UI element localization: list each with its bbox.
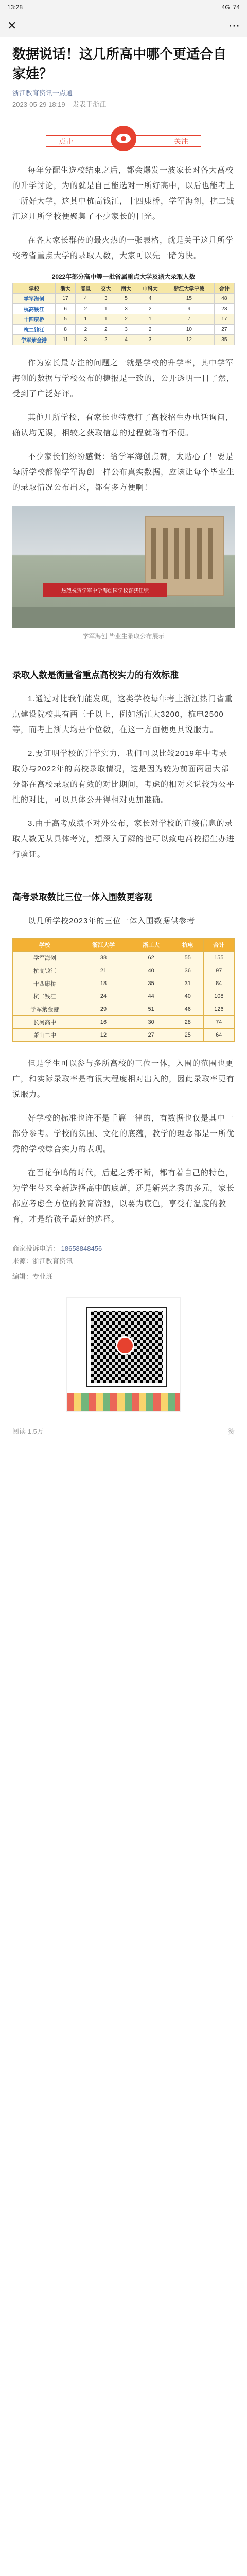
table-row: [13, 294, 235, 304]
table-cell: 杭二钱江: [13, 325, 56, 335]
table-cell: 35: [214, 335, 234, 345]
like-button[interactable]: 赞: [227, 1428, 235, 1435]
table-cell: 3: [76, 335, 96, 345]
table-cell: 十四康桥: [13, 314, 56, 325]
table-header: 浙江大学宁波: [164, 283, 215, 294]
table-cell: 2: [96, 325, 116, 335]
table-cell: 学军海创: [13, 294, 56, 304]
table-cell: 1: [96, 314, 116, 325]
table-cell: 学军海创: [13, 952, 77, 964]
table-cell: 155: [203, 952, 234, 964]
article-title: 数据说话！这几所高中哪个更适合自家娃？: [12, 46, 227, 81]
table-row: [13, 1029, 235, 1042]
table-row: [13, 304, 235, 314]
table-cell: 17: [55, 294, 75, 304]
table-cell: 8: [55, 325, 75, 335]
status-time: 13:28: [7, 4, 23, 11]
paragraph: 不少家长们纷纷感慨：给学军海创点赞，太贴心了！要是每所学校都像学军海创一样公布真实数据，应该让每个毕业生的录取情况公布出来，都有多方便啊！: [12, 452, 235, 492]
table-cell: 17: [214, 314, 234, 325]
status-bar: [0, 0, 247, 14]
table-row: [13, 977, 235, 990]
table-cell: 29: [77, 1003, 130, 1016]
table-header: 浙江大学: [77, 939, 130, 952]
table-cell: 11: [55, 335, 75, 345]
paragraph: 在百花争鸣的时代，后起之秀不断，都有着自己的特色，为学生带来全新选择高中的底蕴，还是新兴之秀的多元，家长都应考虑全方位的教育资源，以要为底色，享受有温度的教育，才是给孩子最好的选择。: [12, 1168, 235, 1224]
paragraph: 以几所学校2023年的三位一体入围数据供参考: [28, 917, 196, 925]
table-cell: 3: [96, 294, 116, 304]
table-cell: 6: [55, 304, 75, 314]
table-cell: 21: [77, 964, 130, 977]
table-cell: 十四康桥: [13, 977, 77, 990]
table-cell: 3: [116, 325, 136, 335]
table-cell: 27: [214, 325, 234, 335]
account-name[interactable]: 浙江教育资讯一点通: [12, 89, 73, 97]
paragraph: 3.由于高考成绩不对外公布，家长对学校的直接信息的录取人数无从具体考究，想深入了解的也可以致电高校招生办进行验证。: [12, 819, 235, 859]
table-header: 复旦: [76, 283, 96, 294]
more-options-icon[interactable]: ⋯: [228, 19, 240, 32]
article-footer: [12, 1243, 235, 1283]
ranking-table: [12, 283, 235, 345]
table-cell: 25: [172, 1029, 203, 1042]
table-cell: 35: [130, 977, 172, 990]
complaint-phone[interactable]: 18658848456: [61, 1245, 102, 1252]
table-cell: 46: [172, 1003, 203, 1016]
table-header: 学校: [13, 283, 56, 294]
table-header: 交大: [96, 283, 116, 294]
ranking-table-title: 2022年部分高中等一批省属重点大学及浙大录取人数: [51, 273, 196, 280]
article-meta: [12, 88, 235, 110]
table-cell: 62: [130, 952, 172, 964]
quota-table-image: [12, 938, 235, 1042]
table-cell: 1: [76, 314, 96, 325]
table-cell: 3: [136, 335, 164, 345]
table-cell: 2: [76, 304, 96, 314]
paragraph: 其他几所学校，有家长也特意打了高校招生办电话询问，确认均无误，相较之获取信息的过程就略有不便。: [12, 413, 234, 437]
table-row: [13, 1016, 235, 1029]
signal-indicator: 4G: [221, 4, 230, 11]
table-header: 学校: [13, 939, 77, 952]
table-cell: 长河高中: [13, 1016, 77, 1029]
table-cell: 12: [77, 1029, 130, 1042]
table-cell: 23: [214, 304, 234, 314]
paragraph: 作为家长最专注的问题之一就是学校的升学率，其中学军海创的数据与学校公布的捷报是一致的，公开透明一目了然，受到了广泛好评。: [12, 359, 235, 398]
table-cell: 36: [172, 964, 203, 977]
table-row: [13, 1003, 235, 1016]
publish-date: 2023-05-29 18:19: [12, 100, 65, 108]
table-row: [13, 325, 235, 335]
read-count: 阅读 1.5万: [12, 1428, 44, 1435]
photo-banner: 热烈祝贺学军中学海创园学校喜获佳绩: [43, 583, 167, 597]
table-cell: 2: [136, 325, 164, 335]
ranking-table-image: [12, 272, 235, 345]
paragraph: 2.要证明学校的升学实力，我们可以比较2019年中考录取分与2022年的高校录取情况，这是因为较为前面两届大部分都在高校录取的有效的对比期间，考虑的相对来说较为公平性的对比，可以具体公开得相对更加准确。: [12, 749, 235, 804]
table-header: 中科大: [136, 283, 164, 294]
table-cell: 27: [130, 1029, 172, 1042]
follow-banner[interactable]: [46, 124, 201, 155]
table-cell: 24: [77, 990, 130, 1003]
table-cell: 5: [116, 294, 136, 304]
paragraph: 每年分配生选校结束之后，都会爆发一波家长对各大高校的升学讨论，为的就是自己能选对一所好高中，以后也能考上一所好大学，这其中杭高钱江，十四康桥，学军海创，杭二钱江这几所学校便聚集了不少家长的目光。: [12, 166, 235, 221]
table-cell: 12: [164, 335, 215, 345]
table-cell: 1: [96, 304, 116, 314]
paragraph: 但是学生可以参与多所高校的三位一体，入围的范围也更广，和实际录取率是有很大程度相对出入的，因此录取率更有说服力。: [12, 1059, 235, 1099]
table-cell: 4: [116, 335, 136, 345]
table-header: 杭电: [172, 939, 203, 952]
table-cell: 10: [164, 325, 215, 335]
table-cell: 15: [164, 294, 215, 304]
eye-logo-icon: [116, 1336, 134, 1355]
table-row: [13, 964, 235, 977]
table-cell: 31: [172, 977, 203, 990]
section-title: 高考录取数比三位一体入围数更客观: [12, 892, 152, 902]
table-cell: 9: [164, 304, 215, 314]
table-cell: 55: [172, 952, 203, 964]
table-header: 浙大: [55, 283, 75, 294]
table-cell: 杭高钱江: [13, 964, 77, 977]
table-cell: 64: [203, 1029, 234, 1042]
article-content: [0, 44, 247, 1436]
battery-level: 74: [233, 4, 240, 11]
qr-code-image[interactable]: [66, 1297, 181, 1412]
quota-table: [12, 938, 235, 1042]
table-cell: 3: [116, 304, 136, 314]
table-cell: 48: [214, 294, 234, 304]
table-cell: 40: [130, 964, 172, 977]
table-row: [13, 990, 235, 1003]
table-cell: 4: [136, 294, 164, 304]
table-cell: 30: [130, 1016, 172, 1029]
table-cell: 2: [136, 304, 164, 314]
table-header: 合计: [203, 939, 234, 952]
eye-logo-icon: [111, 126, 136, 151]
table-cell: 7: [164, 314, 215, 325]
footer-editor: 编辑：专业班: [12, 1273, 53, 1280]
table-cell: 2: [76, 325, 96, 335]
publish-location: 发表于浙江: [73, 100, 107, 108]
table-cell: 学军紫金港: [13, 1003, 77, 1016]
table-cell: 5: [55, 314, 75, 325]
table-cell: 126: [203, 1003, 234, 1016]
paragraph: 1.通过对比我们能发现，这类学校每年考上浙江热门省重点建设院校其有两三千以上，例如浙江大3200，杭电2500等，而考上浙大均是个位数，在这一方面便更具说服力。: [12, 694, 233, 734]
table-cell: 杭高钱江: [13, 304, 56, 314]
table-row: [13, 314, 235, 325]
table-row: [13, 952, 235, 964]
read-count-row: [12, 1420, 235, 1436]
table-row: [13, 335, 235, 345]
table-cell: 51: [130, 1003, 172, 1016]
photo-caption: 学军海创 毕业生录取公布展示: [82, 633, 165, 640]
nav-bar: [0, 14, 247, 37]
table-cell: 18: [77, 977, 130, 990]
table-cell: 44: [130, 990, 172, 1003]
table-cell: 2: [116, 314, 136, 325]
table-cell: 40: [172, 990, 203, 1003]
table-cell: 108: [203, 990, 234, 1003]
table-header: 南大: [116, 283, 136, 294]
table-cell: 97: [203, 964, 234, 977]
table-cell: 38: [77, 952, 130, 964]
paragraph: 好学校的标准也许不是千篇一律的，有数据也仅是其中一部分参考。学校的氛围、文化的底蕴，教学的理念都是一所优秀的学校综合实力的表现。: [12, 1114, 235, 1154]
flower-decoration: [67, 1393, 180, 1411]
table-cell: 萧山二中: [13, 1029, 77, 1042]
table-cell: 杭二钱江: [13, 990, 77, 1003]
table-cell: 2: [96, 335, 116, 345]
table-cell: 4: [76, 294, 96, 304]
table-cell: 16: [77, 1016, 130, 1029]
banner-click-label: 点击: [59, 137, 73, 145]
table-header: 浙工大: [130, 939, 172, 952]
banner-follow-label: 关注: [174, 137, 188, 145]
section-title: 录取人数是衡量省重点高校实力的有效标准: [12, 670, 179, 680]
paragraph: 在各大家长群传的最火热的一张表格，就是关于这几所学校考省重点大学的录取人数，大家可以先一睹为快。: [12, 236, 234, 260]
close-icon[interactable]: ✕: [7, 19, 17, 32]
footer-source: 来源：浙江教育资讯: [12, 1257, 73, 1265]
table-cell: 74: [203, 1016, 234, 1029]
table-header: 合计: [214, 283, 234, 294]
table-cell: 84: [203, 977, 234, 990]
table-cell: 28: [172, 1016, 203, 1029]
table-cell: 1: [136, 314, 164, 325]
complaint-label: 商家投诉电话：: [12, 1245, 60, 1252]
school-photo[interactable]: [12, 506, 235, 628]
table-cell: 学军紫金港: [13, 335, 56, 345]
